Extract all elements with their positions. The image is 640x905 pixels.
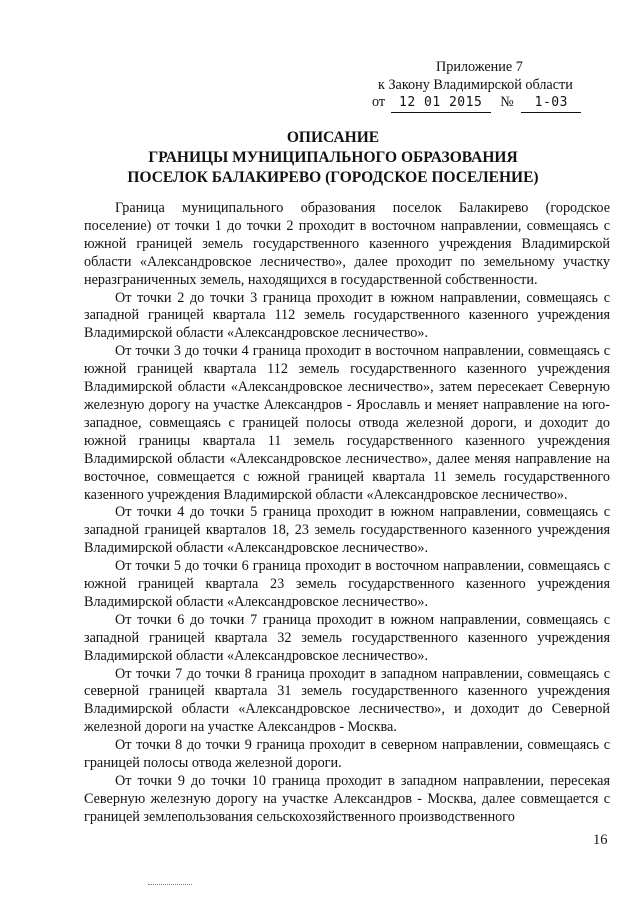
- paragraph: От точки 5 до точки 6 граница проходит в восточном направлении, совмещаясь с южной границей квартала 23 земель государственного казенного учреждения Владимирской области «Александровское лесничество».: [84, 558, 610, 610]
- footer-divider: [148, 884, 192, 885]
- paragraph: От точки 8 до точки 9 граница проходит в северном направлении, совмещаясь с границей полосы отвода железной дороги.: [84, 737, 610, 772]
- title-line-1: ОПИСАНИЕ: [286, 129, 380, 146]
- law-reference: к Закону Владимирской области: [378, 76, 573, 93]
- page-number: 16: [593, 832, 608, 848]
- law-number: 1-03: [521, 94, 581, 113]
- document-body: [84, 200, 610, 827]
- date-prefix: от: [372, 94, 386, 110]
- appendix-header: [372, 59, 581, 113]
- number-prefix: №: [500, 94, 514, 110]
- law-date: 12 01 2015: [391, 94, 491, 113]
- title-line-3: ПОСЕЛОК БАЛАКИРЕВО (ГОРОДСКОЕ ПОСЕЛЕНИЕ): [127, 169, 539, 186]
- paragraph: Граница муниципального образования поселок Балакирево (городское поселение) от точки 1 до точки 2 проходит в восточном направлении, совмещаясь с южной границей земель государственного казенного учреждения Владимирской области «Александровское лесничество», далее проходит по земельному участку неразграниченных земель, находящихся в государственной собственности.: [84, 200, 610, 288]
- paragraph: От точки 4 до точки 5 граница проходит в южном направлении, совмещаясь с западной границей кварталов 18, 23 земель государственного казенного учреждения Владимирской области «Александровское лесничество».: [84, 504, 610, 557]
- paragraph: От точки 6 до точки 7 граница проходит в южном направлении, совмещаясь с западной границей квартала 32 земель государственного казенного учреждения Владимирской области «Александровское лесничество».: [84, 611, 610, 664]
- paragraph: От точки 3 до точки 4 граница проходит в восточном направлении, совмещаясь с южной границей квартала 112 земель государственного казенного учреждения Владимирской области «Александровское лесничество», затем пересекает Северную железную дорогу на участке Александров - Ярославль и меняет направление на юго-западное, совмещаясь с границей полосы отвода железной дороги, и доходит до южной границы квартала 11 земель государственного казенного учреждения Владимирской области «Александровское лесничество», далее меняя направление на восточное, совмещается с южной границей квартала 11 земель государственного казенного учреждения Владимирской области «Александровское лесничество».: [84, 343, 610, 503]
- title-line-2: ГРАНИЦЫ МУНИЦИПАЛЬНОГО ОБРАЗОВАНИЯ: [148, 149, 518, 166]
- paragraph: От точки 2 до точки 3 граница проходит в южном направлении, совмещаясь с западной границей квартала 112 земель государственного казенного учреждения Владимирской области «Александровское лесничество».: [84, 289, 610, 342]
- appendix-label: Приложение 7: [436, 59, 523, 75]
- paragraph: От точки 7 до точки 8 граница проходит в западном направлении, совмещаясь с северной границей квартала 31 земель государственного казенного учреждения Владимирской области «Александровское лесничество», и доходит до Северной железной дороги на участке Александров - Москва.: [84, 665, 610, 736]
- document-title: [0, 128, 640, 188]
- paragraph: От точки 9 до точки 10 граница проходит в западном направлении, пересекая Северную железную дорогу на участке Александров - Москва, далее совмещается с границей землепользования сельскохозяйственного производственного: [84, 773, 610, 825]
- law-date-number: [372, 94, 581, 113]
